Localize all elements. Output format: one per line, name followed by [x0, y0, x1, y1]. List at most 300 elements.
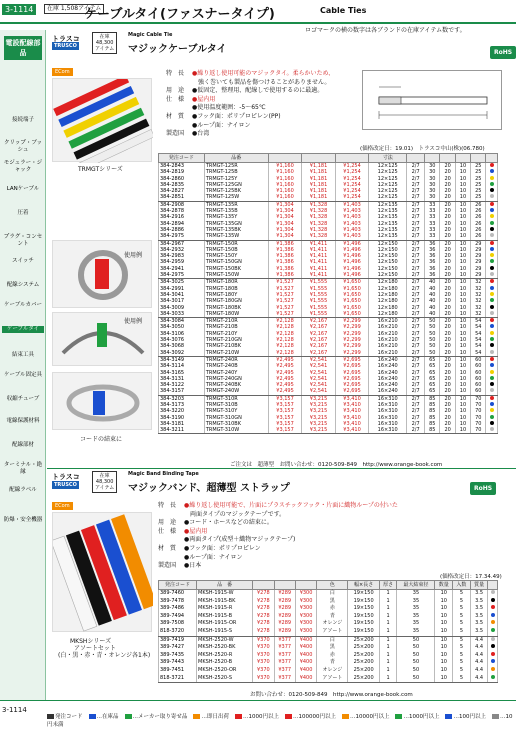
table-cell: ¥3,215 — [302, 421, 336, 427]
table-cell: アソート — [317, 628, 348, 636]
use-example-label-3: コードの結束に — [80, 436, 123, 443]
spec-key: 製造国 — [158, 562, 177, 570]
table-cell: ¥1,403 — [335, 227, 369, 233]
table-cell: 16×240 — [369, 382, 407, 388]
table-cell: 32 — [471, 298, 486, 304]
table-cell: ¥400 — [295, 659, 316, 667]
table-row[interactable] — [159, 350, 498, 357]
table-cell: 40 — [425, 279, 440, 286]
table-cell: 10 — [455, 214, 470, 220]
table-cell: ¥377 — [274, 667, 295, 675]
table-cell: ¥1,386 — [268, 253, 302, 259]
table-cell: ¥300 — [295, 620, 316, 628]
table-cell: 384-3050 — [159, 324, 205, 330]
table-cell: 50 — [397, 652, 435, 660]
table-cell: 12×150 — [369, 259, 407, 265]
table-cell: 384-3203 — [159, 395, 205, 402]
table-cell: 5 — [453, 628, 471, 636]
table-cell: 5 — [453, 605, 471, 613]
price-revision-note-2: (価格改定日：17.34.49) — [440, 574, 502, 580]
table-cell: 1 — [379, 613, 397, 621]
table-cell: ¥1,328 — [302, 233, 336, 240]
color-dot-icon — [490, 408, 494, 412]
table-cell: 12×150 — [369, 266, 407, 272]
table-cell: ¥1,650 — [335, 292, 369, 298]
table-cell — [486, 163, 498, 170]
sidebar-item[interactable]: 圧着 — [17, 210, 29, 216]
table-cell: 10 — [455, 163, 470, 170]
spec-value: ●使用温度範囲：-5〜65℃ — [192, 104, 266, 112]
table-cell: ¥1,181 — [302, 169, 336, 175]
table-cell: TRMGT-210W — [204, 350, 268, 357]
table-cell: 20 — [440, 188, 455, 194]
footer-legend — [47, 712, 516, 728]
table-cell: ¥2,541 — [302, 376, 336, 382]
table-cell: TRMGT-125R — [204, 163, 268, 170]
table-cell: 2/7 — [407, 272, 425, 279]
table-cell: 36 — [425, 240, 440, 247]
color-dot-icon — [490, 388, 494, 392]
table-row[interactable] — [159, 233, 498, 240]
table-cell: 384-2878 — [159, 208, 205, 214]
table-cell: 50 — [425, 337, 440, 343]
spec-value: ●日本 — [184, 562, 202, 570]
table-cell: TRMGT-210B — [204, 324, 268, 330]
table-cell: ¥370 — [253, 636, 274, 644]
color-dot-icon — [490, 343, 494, 347]
table-cell: ¥1,304 — [268, 227, 302, 233]
table-cell: ¥2,695 — [335, 382, 369, 388]
sidebar-item[interactable]: ケーブルタイ — [2, 326, 44, 333]
table-row[interactable] — [159, 240, 498, 247]
color-dot-icon — [490, 402, 494, 406]
table-cell: 50 — [397, 675, 435, 683]
table-cell: 2/7 — [407, 169, 425, 175]
spec-key: 用 途 — [166, 87, 185, 95]
page-number: 3-1114 — [2, 4, 36, 15]
table-cell: ¥1,403 — [335, 201, 369, 208]
spec-line — [158, 554, 488, 563]
table-cell: 20 — [440, 227, 455, 233]
page-subtitle: Cable Ties — [320, 6, 367, 15]
table-cell: 16×210 — [369, 331, 407, 337]
table-cell: 32 — [471, 311, 486, 318]
table-cell: 10 — [455, 395, 470, 402]
table-cell — [488, 659, 498, 667]
product-en-name-2: Magic Band Binding Tape — [128, 471, 199, 477]
table-cell: 20 — [440, 182, 455, 188]
sidebar-item[interactable]: 結束工具 — [11, 352, 34, 358]
table-header-cell: 数量 — [435, 581, 453, 590]
sidebar-item[interactable]: 接続端子 — [11, 117, 34, 123]
table-cell: 20 — [440, 350, 455, 357]
table-cell: 2/7 — [407, 421, 425, 427]
table-cell: ¥2,495 — [268, 376, 302, 382]
table-row[interactable] — [159, 311, 498, 318]
table-cell: 12×135 — [369, 221, 407, 227]
table-cell: 54 — [471, 343, 486, 349]
table-cell: 384-3122 — [159, 382, 205, 388]
table-cell: 10 — [455, 421, 470, 427]
sidebar-item[interactable]: 配線システム — [6, 282, 40, 288]
table-row[interactable] — [159, 356, 498, 363]
table-row[interactable] — [159, 644, 498, 652]
table-cell: ¥1,328 — [302, 214, 336, 220]
table-row[interactable] — [159, 272, 498, 279]
table-cell: ¥2,541 — [302, 370, 336, 376]
table-cell: 20 — [440, 298, 455, 304]
color-dot-icon — [491, 644, 495, 648]
table-cell: 384-2886 — [159, 227, 205, 233]
color-dot-icon — [490, 241, 494, 245]
table-cell: 32 — [471, 305, 486, 311]
table-cell: 25×200 — [348, 636, 379, 644]
table-cell: ¥2,695 — [335, 370, 369, 376]
legend-item: …即日出荷 — [193, 714, 229, 720]
color-dot-icon — [490, 202, 494, 206]
table-cell: 10 — [455, 415, 470, 421]
color-dot-icon — [490, 188, 494, 192]
table-cell: 3.5 — [470, 598, 488, 606]
table-cell: ¥1,496 — [335, 272, 369, 279]
table-cell: ¥289 — [274, 598, 295, 606]
brand-logo-2: TRUSCO — [54, 482, 77, 488]
table-cell: 2/7 — [407, 388, 425, 395]
table-cell: 12×180 — [369, 286, 407, 292]
table-cell: 384-3025 — [159, 279, 205, 286]
table-cell: 16×310 — [369, 408, 407, 414]
table-cell — [486, 311, 498, 318]
table-cell: 10 — [435, 652, 453, 660]
page-title: ケーブルタイ(ファスナータイプ) — [84, 7, 275, 22]
table-cell: 5 — [453, 659, 471, 667]
table-row[interactable] — [159, 590, 498, 598]
table-cell — [486, 201, 498, 208]
table-cell: 29 — [471, 253, 486, 259]
table-row[interactable] — [159, 628, 498, 636]
table-header-cell: 品番 — [204, 154, 268, 163]
series-caption-2: MKSHシリーズ — [70, 638, 112, 645]
table-cell: 10 — [455, 286, 470, 292]
table-cell: ¥2,299 — [335, 350, 369, 357]
table-header-cell — [302, 154, 336, 163]
table-cell: 20 — [440, 286, 455, 292]
table-cell: 10 — [435, 636, 453, 644]
table-cell: 10 — [435, 675, 453, 683]
table-row[interactable] — [159, 652, 498, 660]
table-cell: 384-3181 — [159, 421, 205, 427]
color-dot-icon — [490, 286, 494, 290]
legend-swatch-icon — [445, 714, 452, 719]
legend-item: …1000円以上 — [235, 714, 279, 720]
table-cell: 85 — [425, 421, 440, 427]
color-dot-icon — [490, 337, 494, 341]
table-cell — [488, 605, 498, 613]
table-cell: ¥2,695 — [335, 376, 369, 382]
table-cell: 2/7 — [407, 188, 425, 194]
table-cell: TRMGT-125BK — [204, 188, 268, 194]
table-cell: 50 — [397, 644, 435, 652]
table-cell: ¥1,527 — [268, 286, 302, 292]
table-cell: ¥3,215 — [302, 415, 336, 421]
table-cell: 5 — [453, 675, 471, 683]
table-cell: 70 — [471, 427, 486, 434]
table-cell: 5 — [453, 636, 471, 644]
use-example-label-2: 使用例 — [124, 318, 143, 325]
table-cell: 16×240 — [369, 388, 407, 395]
table-cell: 29 — [471, 266, 486, 272]
table-cell: 20 — [440, 214, 455, 220]
table-cell: 384-3211 — [159, 427, 205, 434]
table-cell: 65 — [425, 356, 440, 363]
table-cell: 10 — [455, 259, 470, 265]
table-cell: ¥1,254 — [335, 182, 369, 188]
table-header-cell: 品 番 — [197, 581, 253, 590]
table-cell: 20 — [440, 382, 455, 388]
table-cell: 384-2916 — [159, 214, 205, 220]
table-cell: 30 — [425, 194, 440, 201]
sidebar-item[interactable]: スイッチ — [12, 258, 34, 264]
table-cell: ¥1,403 — [335, 214, 369, 220]
color-dot-icon — [491, 613, 495, 617]
spec-key: 材 質 — [166, 112, 185, 120]
table-row[interactable] — [159, 427, 498, 434]
table-row[interactable] — [159, 388, 498, 395]
table-header-cell — [486, 154, 498, 163]
table-cell: ¥1,254 — [335, 188, 369, 194]
table-row[interactable] — [159, 659, 498, 667]
table-cell — [486, 279, 498, 286]
table-cell: ¥2,167 — [302, 331, 336, 337]
table-cell: ¥1,254 — [335, 176, 369, 182]
spec-line — [166, 104, 356, 113]
table-cell: 10 — [455, 272, 470, 279]
color-dot-icon — [491, 590, 495, 594]
legend-item: …在庫品 — [89, 714, 119, 720]
table-cell: 389-7508 — [159, 620, 197, 628]
table-cell: ¥278 — [253, 613, 274, 621]
table-cell: 384-3149 — [159, 356, 205, 363]
color-dot-icon — [491, 637, 495, 641]
table-cell: ¥377 — [274, 659, 295, 667]
table-cell: ¥1,411 — [302, 259, 336, 265]
table-cell: ¥370 — [253, 652, 274, 660]
table-cell: ¥1,160 — [268, 194, 302, 201]
table-header-cell: 色 — [317, 581, 348, 590]
sidebar-item[interactable]: ケーブルカバー — [3, 302, 42, 308]
table-cell: 10 — [455, 201, 470, 208]
table-cell: 2/7 — [407, 370, 425, 376]
table-cell: MKSH-1915-BK — [197, 598, 253, 606]
table-cell: 40 — [425, 311, 440, 318]
table-cell: ¥400 — [295, 652, 316, 660]
spec-key: 材 質 — [158, 544, 177, 552]
table-cell: 2/7 — [407, 318, 425, 325]
table-cell: ¥377 — [274, 675, 295, 683]
table-cell: 384-2991 — [159, 286, 205, 292]
table-cell: ¥289 — [274, 628, 295, 636]
legend-swatch-icon — [492, 714, 499, 719]
sidebar-item[interactable]: 収縮チューブ — [6, 396, 40, 402]
sidebar-item[interactable]: プラグ・コンセント — [3, 234, 43, 247]
table-cell: 35 — [397, 590, 435, 598]
table-cell: 3.5 — [470, 590, 488, 598]
color-dot-icon — [490, 233, 494, 237]
table-cell: 10 — [455, 324, 470, 330]
table-cell: 19×150 — [348, 628, 379, 636]
sidebar-item[interactable]: モジュラー・ジャック — [3, 160, 43, 173]
table-row[interactable] — [159, 605, 498, 613]
table-cell: ¥400 — [295, 644, 316, 652]
table-cell: 10 — [455, 388, 470, 395]
table-row[interactable] — [159, 620, 498, 628]
table-cell: 12×125 — [369, 176, 407, 182]
table-cell: ¥3,157 — [268, 427, 302, 434]
table-cell: 20 — [440, 240, 455, 247]
table-cell: 2/7 — [407, 298, 425, 304]
table-cell: 389-7486 — [159, 605, 197, 613]
table-cell: TRMGT-180B — [204, 286, 268, 292]
table-cell: 20 — [440, 259, 455, 265]
table-cell: ¥1,181 — [302, 163, 336, 170]
table-cell: 389-7460 — [159, 590, 197, 598]
table-cell: 16×310 — [369, 421, 407, 427]
table-cell: ¥278 — [253, 620, 274, 628]
sidebar-item[interactable]: ターミナル・絶縁 — [3, 462, 43, 475]
table-cell: TRMGT-150BK — [204, 266, 268, 272]
table-cell: 818-3721 — [159, 675, 197, 683]
table-cell — [488, 598, 498, 606]
table-cell: ¥1,403 — [335, 233, 369, 240]
table-row[interactable] — [159, 279, 498, 286]
table-cell: 20 — [440, 395, 455, 402]
product-table-2 — [158, 580, 498, 683]
table-cell: ¥1,181 — [302, 194, 336, 201]
table-cell: 33 — [425, 214, 440, 220]
table-cell: 青 — [317, 659, 348, 667]
table-cell: ¥278 — [253, 605, 274, 613]
table-cell: 10 — [435, 605, 453, 613]
table-cell: 1 — [379, 667, 397, 675]
table-cell: ¥1,496 — [335, 259, 369, 265]
table-cell: TRMGT-135Y — [204, 214, 268, 220]
table-cell: 10 — [455, 305, 470, 311]
table-cell: 384-2975 — [159, 272, 205, 279]
sidebar-item[interactable]: LANケーブル — [6, 186, 40, 192]
legend-swatch-icon — [47, 714, 54, 719]
table-row[interactable] — [159, 598, 498, 606]
product-en-name: Magic Cable Tie — [128, 32, 173, 38]
table-row[interactable] — [159, 163, 498, 170]
table-cell — [486, 318, 498, 325]
color-dot-icon — [490, 370, 494, 374]
table-row[interactable] — [159, 194, 498, 201]
color-dot-icon — [490, 311, 494, 315]
color-dot-icon — [490, 357, 494, 361]
color-dot-icon — [490, 318, 494, 322]
table-cell: TRMGT-135W — [204, 233, 268, 240]
table-cell: 16×240 — [369, 356, 407, 363]
table-cell: 20 — [440, 272, 455, 279]
table-cell: ¥2,695 — [335, 363, 369, 369]
table-cell: 10 — [455, 227, 470, 233]
table-cell: 389-7451 — [159, 667, 197, 675]
table-cell: 1 — [379, 605, 397, 613]
table-row[interactable] — [159, 395, 498, 402]
table-cell: 26 — [471, 214, 486, 220]
table-cell: 50 — [397, 659, 435, 667]
legend-item: …100000円以上 — [285, 714, 336, 720]
sidebar-item[interactable]: クリップ・ブッシュ — [4, 140, 42, 153]
table-row[interactable] — [159, 675, 498, 683]
table-row[interactable] — [159, 636, 498, 644]
table-cell: TRMGT-135R — [204, 201, 268, 208]
table-cell: 10 — [435, 628, 453, 636]
table-cell — [486, 240, 498, 247]
sidebar-item[interactable]: 配線ラベル — [9, 487, 37, 493]
table-cell: 10 — [435, 667, 453, 675]
table-cell — [488, 675, 498, 683]
spec-line — [158, 536, 488, 545]
spec-value: ●屋内用 — [184, 527, 208, 535]
table-cell: 4.4 — [470, 652, 488, 660]
table-cell: 2/7 — [407, 331, 425, 337]
table-cell: TRMGT-240R — [204, 356, 268, 363]
table-cell: 33 — [425, 227, 440, 233]
sidebar-item[interactable]: 電線保護材料 — [6, 418, 40, 424]
table-cell — [488, 644, 498, 652]
table-cell: 20 — [440, 337, 455, 343]
table-cell: ¥3,410 — [335, 408, 369, 414]
table-cell: 12×180 — [369, 292, 407, 298]
table-cell — [486, 233, 498, 240]
table-cell: ¥3,157 — [268, 395, 302, 402]
table-cell: 10 — [455, 266, 470, 272]
table-header-cell: 質量 — [470, 581, 488, 590]
table-cell: 2/7 — [407, 286, 425, 292]
table-cell: ¥1,496 — [335, 253, 369, 259]
legend-item: 発注コード — [47, 714, 83, 720]
table-cell: 20 — [440, 247, 455, 253]
sidebar-item[interactable]: ケーブル固定具 — [3, 372, 42, 378]
table-cell: 12×180 — [369, 311, 407, 318]
series-caption: TRMGTシリーズ — [78, 166, 123, 173]
table-cell: ¥1,160 — [268, 188, 302, 194]
table-cell: 12×180 — [369, 305, 407, 311]
table-cell: 10 — [455, 298, 470, 304]
table-cell: ¥1,527 — [268, 279, 302, 286]
table-cell: 2/7 — [407, 194, 425, 201]
table-row[interactable] — [159, 318, 498, 325]
table-row[interactable] — [159, 667, 498, 675]
table-cell: MKSH-2520-BK — [197, 644, 253, 652]
table-cell: ¥1,304 — [268, 208, 302, 214]
table-cell: ¥1,555 — [302, 292, 336, 298]
spec-key: 仕 様 — [158, 527, 177, 535]
table-cell: 2/7 — [407, 305, 425, 311]
table-cell: 25 — [471, 176, 486, 182]
sidebar-item[interactable]: 防爆・安全機器 — [3, 517, 43, 523]
table-row[interactable] — [159, 201, 498, 208]
table-cell: 29 — [471, 240, 486, 247]
sidebar-item[interactable]: 配線部材 — [11, 442, 34, 448]
table-cell: 12×135 — [369, 214, 407, 220]
table-cell: ¥1,181 — [302, 188, 336, 194]
table-cell: ¥1,328 — [302, 227, 336, 233]
table-cell: 36 — [425, 266, 440, 272]
color-dot-icon — [490, 163, 494, 167]
color-dot-icon — [490, 363, 494, 367]
